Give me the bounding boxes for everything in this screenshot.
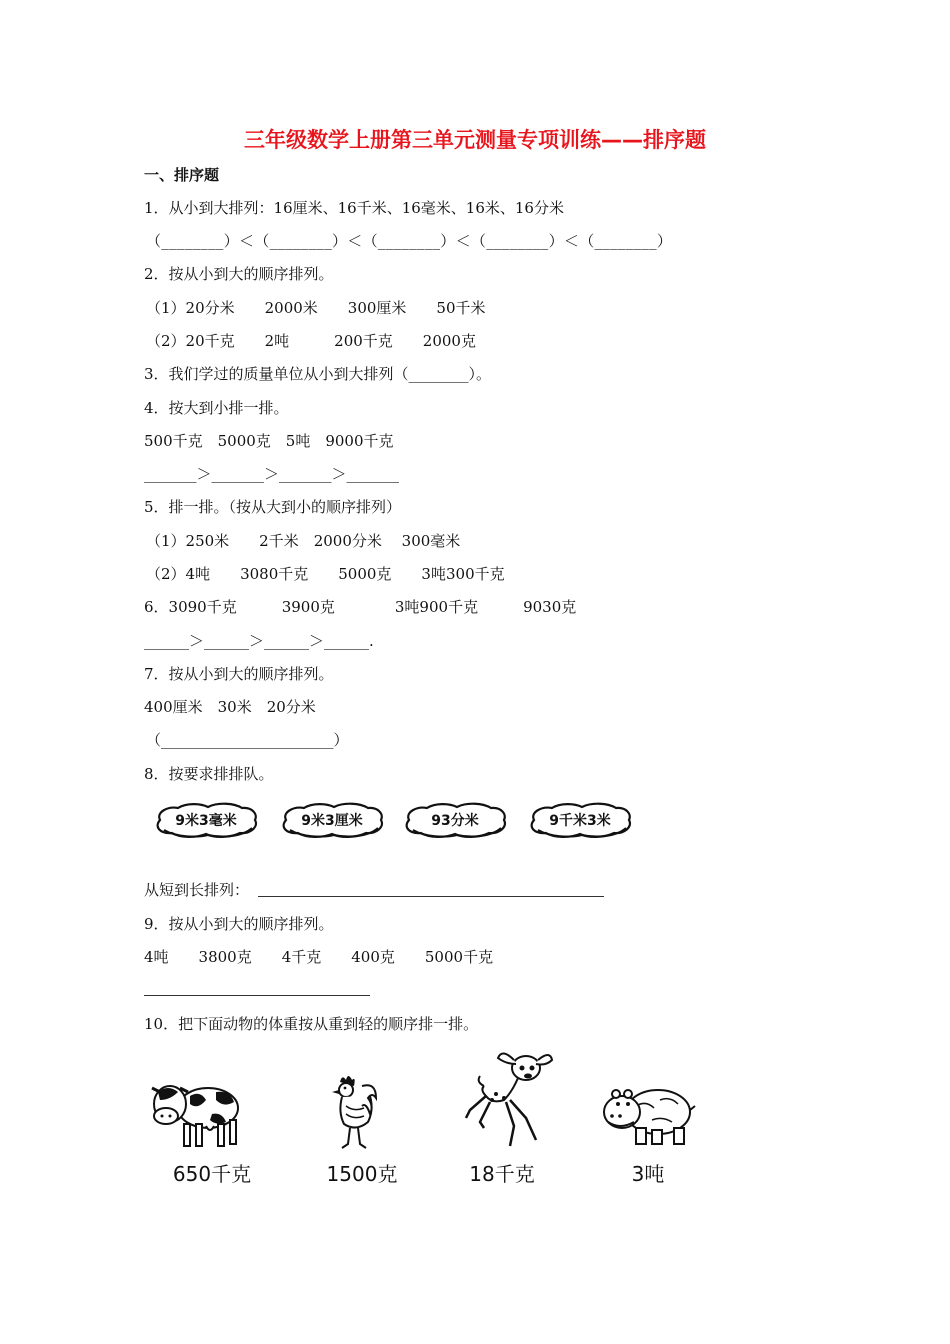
q5-stem: 5．排一排。（按从大到小的顺序排列） [144,498,402,516]
q7-stem: 7．按从小到大的顺序排列。 [144,665,334,683]
q5-row2: （2）4吨 3080千克 5000克 3吨300千克 [146,565,505,583]
q6-answer-blanks[interactable]: ______＞______＞______＞______. [144,632,374,650]
q10-stem: 10．把下面动物的体重按从重到轻的顺序排一排。 [144,1015,479,1033]
section-heading: 一、排序题 [144,166,220,184]
q7-answer-blank[interactable]: （_______________________） [146,731,349,749]
q7-items: 400厘米 30米 20分米 [144,698,316,716]
q2-row1: （1）20分米 2000米 300厘米 50千米 [146,299,486,317]
q8-answer-line[interactable] [258,896,604,897]
cloud-card-4 [526,800,634,840]
q9-items: 4吨 3800克 4千克 400克 5000千克 [144,948,494,966]
deer-weight: 18千克 [469,1162,535,1186]
q8-answer-label: 从短到长排列： [144,881,250,899]
q4-items: 500千克 5000克 5吨 9000千克 [144,432,394,450]
q1-answer-blanks[interactable]: （________）＜（________）＜（________）＜（________）＜（________） [146,232,673,250]
q2-row2: （2）20千克 2吨 200千克 2000克 [146,332,476,350]
q3-stem[interactable]: 3．我们学过的质量单位从小到大排列（________）。 [144,365,492,383]
cloud-label-4: 9千米3米 [549,813,611,829]
q2-stem: 2．按从小到大的顺序排列。 [144,265,334,283]
cloud-label-2: 9米3厘米 [301,813,363,829]
q1-stem: 1．从小到大排列：16厘米、16千米、16毫米、16米、16分米 [144,199,564,217]
cloud-label-1: 9米3毫米 [175,813,237,829]
q4-stem: 4．按大到小排一排。 [144,399,289,417]
page-title: 三年级数学上册第三单元测量专项训练——排序题 [244,128,706,152]
cloud-card-1 [152,800,260,840]
q6-stem: 6．3090千克 3900克 3吨900千克 9030克 [144,598,577,616]
cloud-card-2 [278,800,386,840]
rooster-weight: 1500克 [326,1162,398,1186]
rooster-icon [326,1072,378,1156]
q4-answer-blanks[interactable]: _______＞_______＞_______＞_______ [144,465,400,483]
cow-weight: 650千克 [172,1162,252,1186]
cloud-label-3: 93分米 [431,813,479,829]
cloud-card-3 [401,800,509,840]
cow-icon [146,1070,242,1154]
q8-stem: 8．按要求排排队。 [144,765,274,783]
hippo-icon [600,1080,696,1150]
hippo-weight: 3吨 [631,1162,665,1186]
q9-answer-line[interactable] [144,995,370,996]
q5-row1: （1）250米 2千米 2000分米 300毫米 [146,532,461,550]
q9-stem: 9．按从小到大的顺序排列。 [144,915,334,933]
deer-icon [462,1046,554,1154]
